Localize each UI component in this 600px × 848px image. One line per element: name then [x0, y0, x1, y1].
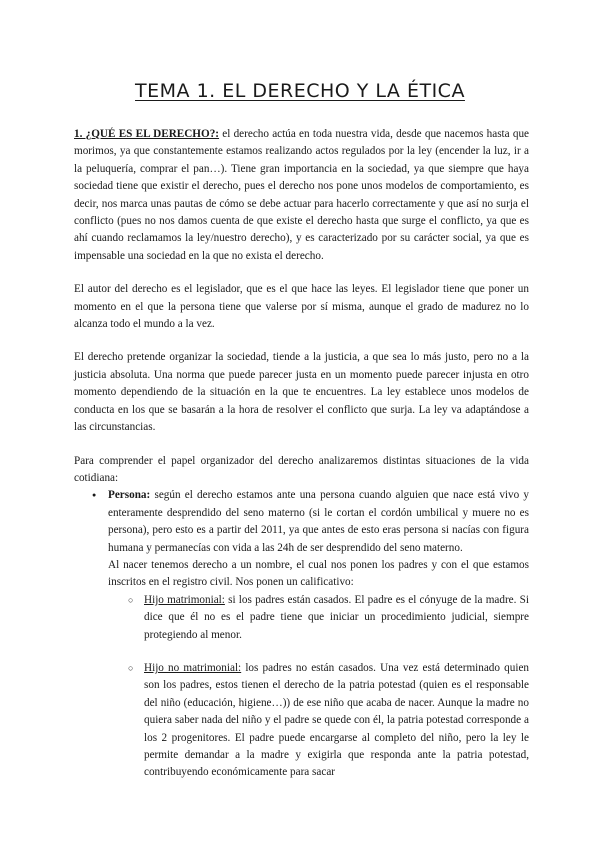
situations-list: [74, 487, 529, 782]
sub-label: Hijo matrimonial:: [144, 593, 225, 606]
persona-paragraph: [108, 487, 529, 557]
paragraph-legislador: El autor del derecho es el legislador, que es el que hace las leyes. El legislador tiene que poner un momento en el que la persona tiene que valerse por sí misma, aunque el grado de madurez no lo alcanza todo el mundo a la vez.: [74, 283, 529, 331]
paragraph-justicia: El derecho pretende organizar la sociedad, tiende a la justicia, a que sea lo más justo, pero no a la justicia absoluta. Una norma que puede parecer justa en un momento puede parecer injusta en otro momento dependiendo de la situación en la que te encuentres. La ley establece unos modelos de conducta en los que se basarán a la hora de resolver el conflicto que surja. La ley va adaptándose a las circunstancias.: [74, 351, 529, 434]
sub-text: los padres no están casados. Una vez está determinado quien son los padres, estos tienen el derecho de la patria potestad (quien es el responsable del niño (educación, higiene…)) de ese niño que acaba de nacer. Aunque la madre no quiera saber nada del niño y el padre se quede con él, la patria potestad corresponde a los 2 progenitores. El padre puede encargarse al completo del niño, pero la ley le permite demandar a la madre y exigirla que responda ante la patria potestad, contribuyendo económicamente para sacar: [144, 661, 529, 779]
calificativo-list: [108, 592, 529, 782]
list-item-hijo-matrimonial: [128, 592, 529, 644]
page-title: TEMA 1. EL DERECHO Y LA ÉTICA: [135, 80, 465, 102]
paragraph-intro-list: Para comprender el papel organizador del derecho analizaremos distintas situaciones de la vida cotidiana:: [74, 454, 529, 484]
section-paragraph: [74, 126, 529, 265]
section-text: el derecho actúa en toda nuestra vida, desde que nacemos hasta que morimos, ya que constantemente estamos realizando actos regulados por la ley (encender la luz, ir a la peluquería, comprar el pan…). Tiene gran importancia en la sociedad, ya que siempre que haya sociedad tiene que existir el derecho, pues el derecho nos pone unos modelos de comportamiento, es decir, nos marca unas pautas de cómo se debe actuar para hacerlo correctamente y que así no surja el conflicto (pues no nos damos cuenta de que existe el derecho hasta que surge el conflicto, ya que es ahí cuando reclamamos la ley/nuestro derecho), y es caracterizado por su carácter social, ya que es impensable una sociedad en la que no exista el derecho.: [74, 128, 530, 262]
sub-text: si los padres están casados. El padre es el cónyuge de la madre. Si dice que él no es el padre tiene que iniciar un procedimiento judicial, siempre protegiendo al menor.: [144, 593, 529, 641]
sub-label: Hijo no matrimonial:: [144, 661, 242, 674]
persona-paragraph-2: Al nacer tenemos derecho a un nombre, el cual nos ponen los padres y con el que estamos inscritos en el registro civil. Nos ponen un calificativo:: [108, 558, 529, 589]
persona-label: Persona:: [108, 489, 151, 502]
section-heading: 1. ¿QUÉ ES EL DERECHO?:: [74, 128, 220, 140]
document-body: [74, 126, 529, 798]
list-item-persona: [92, 487, 529, 782]
list-item-hijo-no-matrimonial: [128, 660, 529, 782]
persona-text: según el derecho estamos ante una persona cuando alguien que nace está vivo y enteramente desprendido del seno materno (si le cortan el cordón umbilical y muere no es persona), pero esto es a partir del 2011, ya que antes de esto eras persona si nacías con figura humana y permanecías con vida a las 24h de ser desprendido del seno materno.: [108, 489, 529, 554]
